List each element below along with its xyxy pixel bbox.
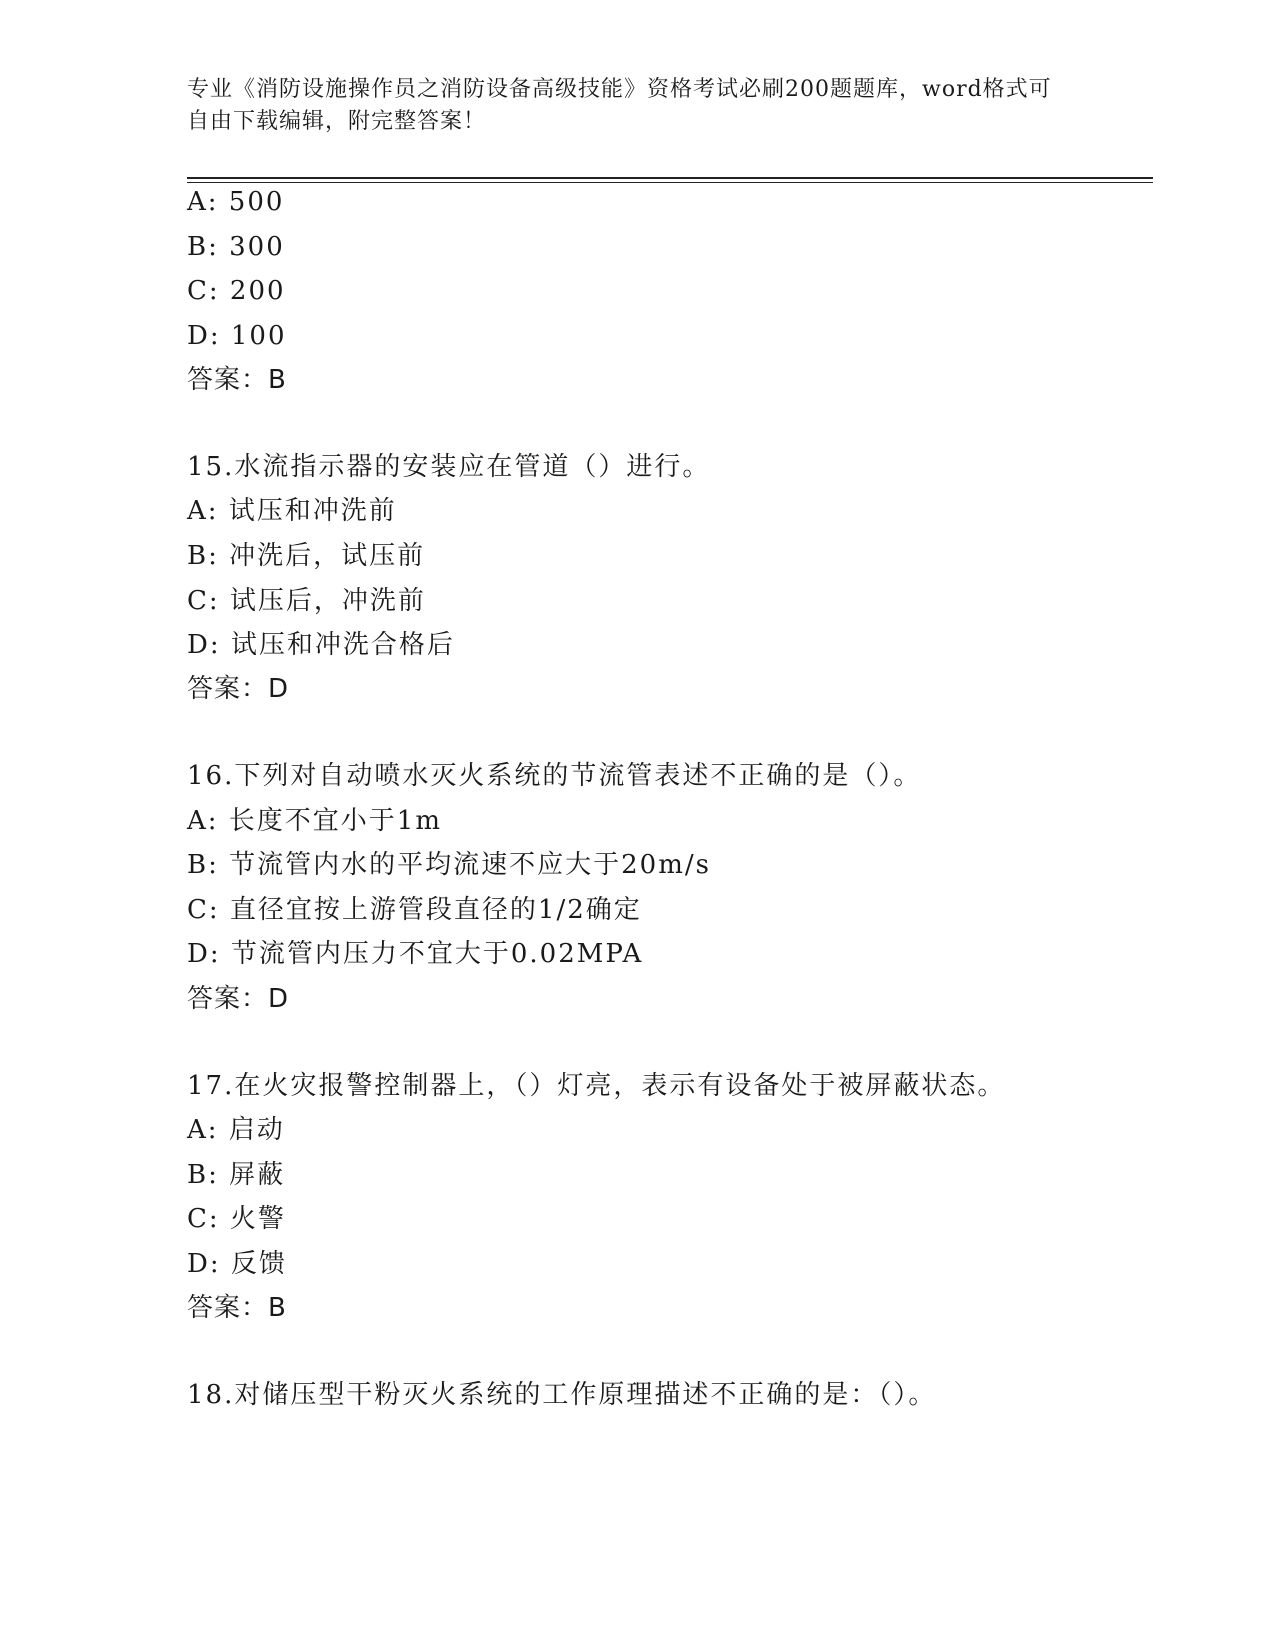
q14-answer: 答案：B: [187, 365, 287, 395]
q15-option-d: D: 试压和冲洗合格后: [187, 630, 455, 660]
q14-option-b: B: 300: [187, 232, 285, 262]
q14-option-d: D: 100: [187, 321, 287, 351]
q16-option-d: D: 节流管内压力不宜大于0.02MPA: [187, 939, 644, 969]
q17-option-c: C: 火警: [187, 1204, 286, 1234]
q16-question: 16.下列对自动喷水灭火系统的节流管表述不正确的是（）。: [187, 761, 922, 791]
q17-question: 17.在火灾报警控制器上，（）灯亮，表示有设备处于被屏蔽状态。: [187, 1071, 1006, 1101]
q17-option-d: D: 反馈: [187, 1249, 287, 1279]
q17-option-a: A: 启动: [187, 1115, 285, 1145]
q16-option-b: B: 节流管内水的平均流速不应大于20m/s: [187, 850, 711, 880]
q14-option-c: C: 200: [187, 276, 286, 306]
q15-answer: 答案：D: [187, 674, 290, 704]
q16-option-a: A: 长度不宜小于1m: [187, 806, 442, 836]
q15-question: 15.水流指示器的安装应在管道（）进行。: [187, 452, 711, 482]
q16-answer: 答案：D: [187, 984, 290, 1014]
q18-question: 18.对储压型干粉灭火系统的工作原理描述不正确的是：（）。: [187, 1380, 937, 1410]
q15-option-c: C: 试压后，冲洗前: [187, 586, 426, 616]
q17-option-b: B: 屏蔽: [187, 1160, 286, 1190]
q14-option-a: A: 500: [187, 187, 285, 217]
q17-answer: 答案：B: [187, 1293, 287, 1323]
document-header: 专业《消防设施操作员之消防设备高级技能》资格考试必刷200题题库，word格式可自由下载编辑，附完整答案！: [187, 77, 1052, 134]
header-divider: [187, 177, 1153, 179]
q16-option-c: C: 直径宜按上游管段直径的1/2确定: [187, 895, 642, 925]
header-divider-thin: [187, 182, 1153, 183]
q15-option-b: B: 冲洗后，试压前: [187, 541, 426, 571]
q15-option-a: A: 试压和冲洗前: [187, 496, 397, 526]
